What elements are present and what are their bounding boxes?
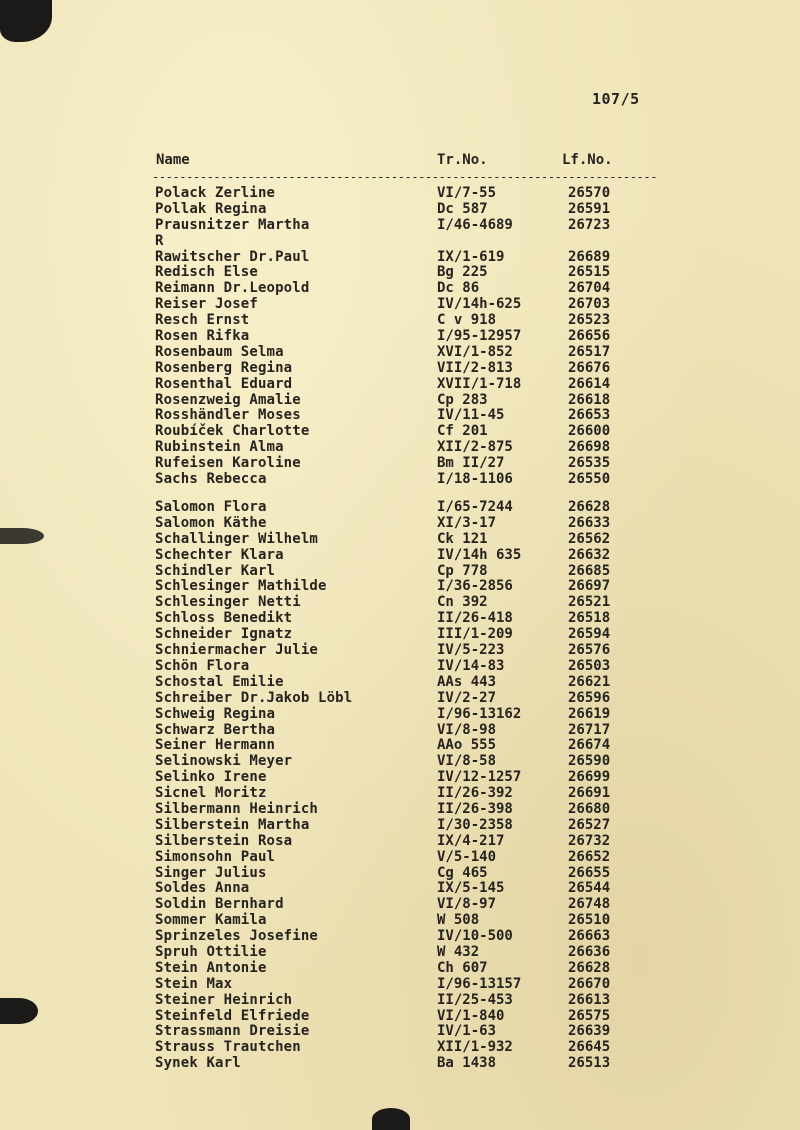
page-number: 107/5 bbox=[592, 90, 640, 108]
header-tr-no: Tr.No. bbox=[437, 152, 488, 168]
entry-tr-no: II/26-418 bbox=[437, 610, 513, 627]
entry-lf-no: 26503 bbox=[568, 657, 611, 674]
entry-name: Polack Zerline bbox=[155, 185, 276, 201]
entry-lf-no: 26513 bbox=[568, 1055, 611, 1072]
list-item bbox=[0, 500, 800, 516]
entry-tr-no: V/5-140 bbox=[437, 848, 497, 865]
entry-name: Selinowski Meyer bbox=[155, 753, 293, 770]
entry-lf-no: 26628 bbox=[568, 499, 611, 516]
list-item bbox=[0, 281, 800, 297]
entry-tr-no: Ba 1438 bbox=[437, 1055, 497, 1072]
list-item bbox=[0, 564, 800, 580]
entry-name: Schön Flora bbox=[155, 657, 250, 674]
list-item bbox=[0, 532, 800, 548]
entry-tr-no: Dc 86 bbox=[437, 280, 480, 297]
entry-lf-no: 26676 bbox=[568, 359, 611, 376]
entry-name: Schostal Emilie bbox=[155, 673, 284, 690]
entry-lf-no: 26689 bbox=[568, 248, 611, 265]
entry-name: Prausnitzer Martha bbox=[155, 216, 310, 233]
entry-tr-no: I/95-12957 bbox=[437, 328, 522, 345]
entry-tr-no: IV/14h-625 bbox=[437, 296, 522, 313]
entry-name: Schwarz Bertha bbox=[155, 721, 276, 738]
entry-tr-no: W 508 bbox=[437, 912, 480, 929]
entry-lf-no: 26732 bbox=[568, 832, 611, 849]
entry-tr-no: Cp 778 bbox=[437, 562, 488, 579]
entry-tr-no: VI/8-58 bbox=[437, 753, 497, 770]
entry-name: Rufeisen Karoline bbox=[155, 455, 301, 472]
entry-lf-no: 26685 bbox=[568, 562, 611, 579]
entry-tr-no: C v 918 bbox=[437, 312, 497, 329]
list-item bbox=[0, 929, 800, 945]
entry-lf-no: 26704 bbox=[568, 280, 611, 297]
entry-name: Schneider Ignatz bbox=[155, 626, 293, 643]
entry-name: Simonsohn Paul bbox=[155, 848, 276, 865]
entry-name: Resch Ernst bbox=[155, 312, 250, 329]
ink-blot-top-left bbox=[0, 0, 52, 42]
entry-tr-no: I/36-2856 bbox=[437, 578, 513, 595]
list-item bbox=[0, 548, 800, 564]
entry-lf-no: 26748 bbox=[568, 896, 611, 913]
entry-tr-no: Bg 225 bbox=[437, 264, 488, 281]
entry-lf-no: 26590 bbox=[568, 753, 611, 770]
entry-name: Reiser Josef bbox=[155, 296, 258, 313]
list-item bbox=[0, 850, 800, 866]
entry-lf-no: 26633 bbox=[568, 514, 611, 531]
entry-tr-no: W 432 bbox=[437, 943, 480, 960]
entry-name: Salomon Käthe bbox=[155, 514, 267, 531]
entry-name: Sprinzeles Josefine bbox=[155, 928, 318, 945]
entry-lf-no: 26591 bbox=[568, 200, 611, 217]
list-item bbox=[0, 643, 800, 659]
entry-tr-no: XII/2-875 bbox=[437, 439, 513, 456]
entry-name: Stein Max bbox=[155, 975, 233, 992]
entry-tr-no: XVII/1-718 bbox=[437, 375, 522, 392]
entry-tr-no: I/18-1106 bbox=[437, 471, 513, 488]
list-item bbox=[0, 234, 800, 250]
list-item bbox=[0, 675, 800, 691]
entry-tr-no: VI/1-840 bbox=[437, 1007, 505, 1024]
list-item bbox=[0, 993, 800, 1009]
entry-name: Schlesinger Netti bbox=[155, 594, 301, 611]
entry-lf-no: 26639 bbox=[568, 1023, 611, 1040]
list-item bbox=[0, 345, 800, 361]
list-item bbox=[0, 723, 800, 739]
entry-lf-no: 26535 bbox=[568, 455, 611, 472]
entry-tr-no: Dc 587 bbox=[437, 200, 488, 217]
entry-tr-no: AAo 555 bbox=[437, 737, 497, 754]
entry-name: Soldin Bernhard bbox=[155, 896, 284, 913]
entry-tr-no: II/25-453 bbox=[437, 991, 513, 1008]
list-item bbox=[0, 1009, 800, 1025]
entry-lf-no: 26652 bbox=[568, 848, 611, 865]
entry-name: Schniermacher Julie bbox=[155, 642, 318, 659]
entry-name: Selinko Irene bbox=[155, 769, 267, 786]
entry-lf-no: 26699 bbox=[568, 769, 611, 786]
entry-lf-no: 26596 bbox=[568, 689, 611, 706]
entry-name: Sicnel Moritz bbox=[155, 785, 267, 802]
entry-tr-no: I/96-13162 bbox=[437, 705, 522, 722]
entry-lf-no: 26674 bbox=[568, 737, 611, 754]
list-item bbox=[0, 456, 800, 472]
entry-name: Schweig Regina bbox=[155, 705, 276, 722]
entry-tr-no: I/96-13157 bbox=[437, 975, 522, 992]
list-item bbox=[0, 202, 800, 218]
list-item bbox=[0, 377, 800, 393]
entry-lf-no: 26632 bbox=[568, 546, 611, 563]
entry-name: Redisch Else bbox=[155, 264, 258, 281]
entry-tr-no: XVI/1-852 bbox=[437, 343, 513, 360]
entry-name: Silberstein Martha bbox=[155, 816, 310, 833]
entry-lf-no: 26613 bbox=[568, 991, 611, 1008]
entry-name: R bbox=[155, 232, 164, 249]
entry-tr-no: I/46-4689 bbox=[437, 216, 513, 233]
entry-tr-no: III/1-209 bbox=[437, 626, 513, 643]
list-item bbox=[0, 186, 800, 202]
entry-name: Schallinger Wilhelm bbox=[155, 530, 318, 547]
entry-lf-no: 26562 bbox=[568, 530, 611, 547]
entry-lf-no: 26670 bbox=[568, 975, 611, 992]
list-item bbox=[0, 579, 800, 595]
entry-tr-no: IX/4-217 bbox=[437, 832, 505, 849]
entry-lf-no: 26510 bbox=[568, 912, 611, 929]
entry-lf-no: 26575 bbox=[568, 1007, 611, 1024]
header-separator: -------------------------------------------------------------------------- bbox=[152, 170, 658, 184]
entry-list bbox=[0, 186, 800, 1072]
entry-lf-no: 26594 bbox=[568, 626, 611, 643]
list-item bbox=[0, 329, 800, 345]
list-item bbox=[0, 313, 800, 329]
entry-name: Rosenbaum Selma bbox=[155, 343, 284, 360]
entry-lf-no: 26663 bbox=[568, 928, 611, 945]
entry-lf-no: 26523 bbox=[568, 312, 611, 329]
entry-lf-no: 26517 bbox=[568, 343, 611, 360]
entry-name: Salomon Flora bbox=[155, 499, 267, 516]
list-item bbox=[0, 440, 800, 456]
entry-name: Roubíček Charlotte bbox=[155, 423, 310, 440]
entry-name: Rosenthal Eduard bbox=[155, 375, 293, 392]
entry-tr-no: IV/12-1257 bbox=[437, 769, 522, 786]
entry-lf-no: 26527 bbox=[568, 816, 611, 833]
entry-name: Steiner Heinrich bbox=[155, 991, 293, 1008]
list-item bbox=[0, 1040, 800, 1056]
list-item bbox=[0, 770, 800, 786]
list-item bbox=[0, 595, 800, 611]
entry-lf-no: 26703 bbox=[568, 296, 611, 313]
ink-blot-bottom bbox=[372, 1108, 410, 1130]
entry-name: Rosen Rifka bbox=[155, 328, 250, 345]
entry-name: Steinfeld Elfriede bbox=[155, 1007, 310, 1024]
header-lf-no: Lf.No. bbox=[562, 152, 613, 168]
entry-name: Synek Karl bbox=[155, 1055, 241, 1072]
entry-tr-no: VI/7-55 bbox=[437, 185, 497, 201]
entry-name: Soldes Anna bbox=[155, 880, 250, 897]
entry-tr-no: Cf 201 bbox=[437, 423, 488, 440]
entry-lf-no: 26576 bbox=[568, 642, 611, 659]
list-item bbox=[0, 408, 800, 424]
entry-lf-no: 26691 bbox=[568, 785, 611, 802]
entry-tr-no: IV/5-223 bbox=[437, 642, 505, 659]
entry-name: Rawitscher Dr.Paul bbox=[155, 248, 310, 265]
list-item bbox=[0, 754, 800, 770]
entry-name: Rosshändler Moses bbox=[155, 407, 301, 424]
list-item bbox=[0, 897, 800, 913]
list-item bbox=[0, 961, 800, 977]
entry-tr-no: IV/14h 635 bbox=[437, 546, 522, 563]
entry-name: Sommer Kamila bbox=[155, 912, 267, 929]
entry-name: Spruh Ottilie bbox=[155, 943, 267, 960]
list-item bbox=[0, 393, 800, 409]
entry-name: Schlesinger Mathilde bbox=[155, 578, 327, 595]
entry-tr-no: XI/3-17 bbox=[437, 514, 497, 531]
entry-tr-no: Cn 392 bbox=[437, 594, 488, 611]
list-item bbox=[0, 945, 800, 961]
entry-lf-no: 26717 bbox=[568, 721, 611, 738]
entry-name: Strassmann Dreisie bbox=[155, 1023, 310, 1040]
list-item bbox=[0, 691, 800, 707]
entry-lf-no: 26645 bbox=[568, 1039, 611, 1056]
entry-name: Seiner Hermann bbox=[155, 737, 276, 754]
list-item bbox=[0, 361, 800, 377]
entry-lf-no: 26680 bbox=[568, 800, 611, 817]
entry-name: Silbermann Heinrich bbox=[155, 800, 318, 817]
entry-name: Schloss Benedikt bbox=[155, 610, 293, 627]
entry-lf-no: 26570 bbox=[568, 185, 611, 201]
entry-tr-no: IV/11-45 bbox=[437, 407, 505, 424]
entry-lf-no: 26544 bbox=[568, 880, 611, 897]
entry-lf-no: 26518 bbox=[568, 610, 611, 627]
entry-name: Strauss Trautchen bbox=[155, 1039, 301, 1056]
list-item bbox=[0, 297, 800, 313]
entry-lf-no: 26515 bbox=[568, 264, 611, 281]
entry-name: Rosenzweig Amalie bbox=[155, 391, 301, 408]
list-item bbox=[0, 1024, 800, 1040]
entry-name: Schindler Karl bbox=[155, 562, 276, 579]
entry-tr-no: IX/1-619 bbox=[437, 248, 505, 265]
list-item bbox=[0, 659, 800, 675]
entry-lf-no: 26698 bbox=[568, 439, 611, 456]
entry-lf-no: 26636 bbox=[568, 943, 611, 960]
entry-tr-no: IV/10-500 bbox=[437, 928, 513, 945]
list-item bbox=[0, 913, 800, 929]
list-item bbox=[0, 977, 800, 993]
list-item bbox=[0, 786, 800, 802]
list-item bbox=[0, 738, 800, 754]
entry-tr-no: I/65-7244 bbox=[437, 499, 513, 516]
entry-lf-no: 26656 bbox=[568, 328, 611, 345]
entry-tr-no: IV/1-63 bbox=[437, 1023, 497, 1040]
entry-tr-no: VI/8-97 bbox=[437, 896, 497, 913]
entry-name: Reimann Dr.Leopold bbox=[155, 280, 310, 297]
entry-lf-no: 26621 bbox=[568, 673, 611, 690]
list-item bbox=[0, 834, 800, 850]
entry-lf-no: 26614 bbox=[568, 375, 611, 392]
entry-lf-no: 26521 bbox=[568, 594, 611, 611]
entry-name: Pollak Regina bbox=[155, 200, 267, 217]
list-item bbox=[0, 250, 800, 266]
entry-tr-no: II/26-398 bbox=[437, 800, 513, 817]
entry-lf-no: 26655 bbox=[568, 864, 611, 881]
header-name: Name bbox=[156, 152, 190, 168]
list-item bbox=[0, 516, 800, 532]
entry-tr-no: Ck 121 bbox=[437, 530, 488, 547]
entry-lf-no: 26618 bbox=[568, 391, 611, 408]
entry-tr-no: IV/2-27 bbox=[437, 689, 497, 706]
entry-tr-no: IV/14-83 bbox=[437, 657, 505, 674]
list-item bbox=[0, 265, 800, 281]
entry-tr-no: AAs 443 bbox=[437, 673, 497, 690]
list-item bbox=[0, 818, 800, 834]
entry-lf-no: 26550 bbox=[568, 471, 611, 488]
list-item bbox=[0, 802, 800, 818]
entry-name: Singer Julius bbox=[155, 864, 267, 881]
entry-lf-no: 26653 bbox=[568, 407, 611, 424]
list-item bbox=[0, 881, 800, 897]
list-item bbox=[0, 627, 800, 643]
entry-name: Silberstein Rosa bbox=[155, 832, 293, 849]
entry-tr-no: Cg 465 bbox=[437, 864, 488, 881]
entry-lf-no: 26628 bbox=[568, 959, 611, 976]
entry-tr-no: VII/2-813 bbox=[437, 359, 513, 376]
list-item bbox=[0, 472, 800, 500]
entry-lf-no: 26723 bbox=[568, 216, 611, 233]
entry-lf-no: 26697 bbox=[568, 578, 611, 595]
entry-tr-no: XII/1-932 bbox=[437, 1039, 513, 1056]
entry-tr-no: VI/8-98 bbox=[437, 721, 497, 738]
entry-name: Schechter Klara bbox=[155, 546, 284, 563]
list-item bbox=[0, 1056, 800, 1072]
entry-tr-no: I/30-2358 bbox=[437, 816, 513, 833]
entry-tr-no: Bm II/27 bbox=[437, 455, 505, 472]
entry-tr-no: IX/5-145 bbox=[437, 880, 505, 897]
entry-lf-no: 26619 bbox=[568, 705, 611, 722]
entry-tr-no: Ch 607 bbox=[437, 959, 488, 976]
list-item bbox=[0, 218, 800, 234]
entry-lf-no: 26600 bbox=[568, 423, 611, 440]
list-item bbox=[0, 866, 800, 882]
entry-tr-no: II/26-392 bbox=[437, 785, 513, 802]
entry-name: Rubinstein Alma bbox=[155, 439, 284, 456]
entry-name: Schreiber Dr.Jakob Löbl bbox=[155, 689, 353, 706]
entry-name: Sachs Rebecca bbox=[155, 471, 267, 488]
entry-name: Stein Antonie bbox=[155, 959, 267, 976]
list-item bbox=[0, 611, 800, 627]
list-item bbox=[0, 424, 800, 440]
list-item bbox=[0, 707, 800, 723]
entry-name: Rosenberg Regina bbox=[155, 359, 293, 376]
entry-tr-no: Cp 283 bbox=[437, 391, 488, 408]
